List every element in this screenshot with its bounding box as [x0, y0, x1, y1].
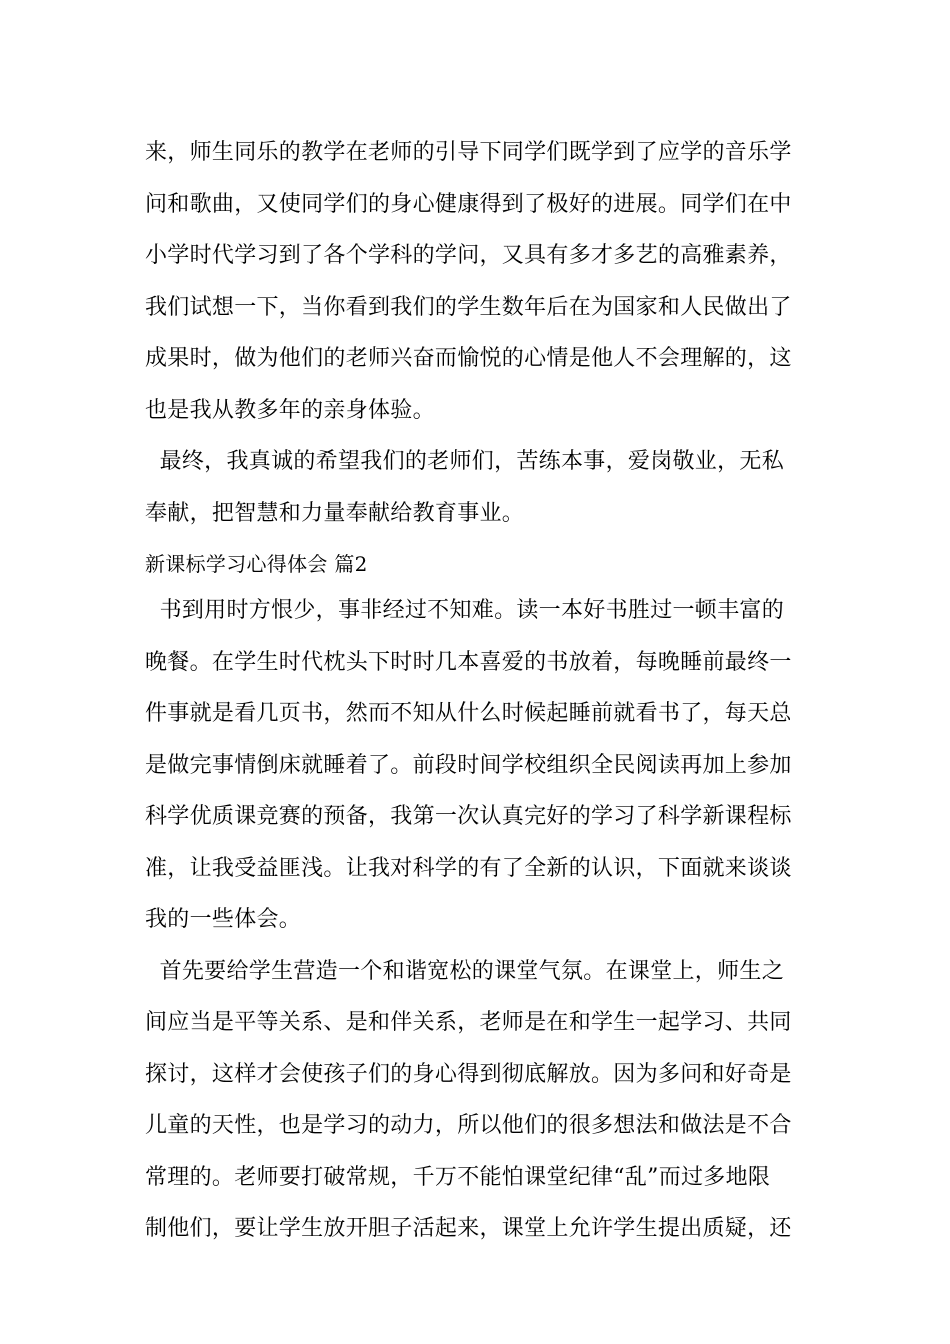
text-line: 是做完事情倒床就睡着了。前段时间学校组织全民阅读再加上参加 — [145, 753, 792, 778]
text-line: 首先要给学生营造一个和谐宽松的课堂气氛。在课堂上，师生之 — [145, 959, 784, 984]
text-line: 准，让我受益匪浅。让我对科学的有了全新的认识，下面就来谈谈 — [145, 856, 792, 881]
text-line: 最终，我真诚的希望我们的老师们，苦练本事，爱岗敬业，无私 — [145, 449, 784, 474]
text-line: 件事就是看几页书，然而不知从什么时候起睡前就看书了，每天总 — [145, 701, 792, 726]
text-line: 小学时代学习到了各个学科的学问，又具有多才多艺的高雅素养， — [145, 243, 792, 268]
text-line: 晚餐。在学生时代枕头下时时几本喜爱的书放着，每晚睡前最终一 — [145, 650, 792, 675]
text-line: 成果时，做为他们的老师兴奋而愉悦的心情是他人不会理解的，这 — [145, 346, 792, 371]
text-line: 科学优质课竞赛的预备，我第一次认真完好的学习了科学新课程标 — [145, 804, 792, 829]
text-line: 我们试想一下，当你看到我们的学生数年后在为国家和人民做出了 — [145, 295, 792, 320]
text-line: 来，师生同乐的教学在老师的引导下同学们既学到了应学的音乐学 — [145, 140, 792, 165]
text-line: 书到用时方恨少，事非经过不知难。读一本好书胜过一顿丰富的 — [145, 598, 784, 623]
text-line: 制他们，要让学生放开胆子活起来，课堂上允许学生提出质疑，还 — [145, 1216, 792, 1241]
text-line: 间应当是平等关系、是和伴关系，老师是在和学生一起学习、共同 — [145, 1010, 792, 1035]
text-line: 儿童的天性，也是学习的动力，所以他们的很多想法和做法是不合 — [145, 1113, 792, 1138]
text-line: 奉献，把智慧和力量奉献给教育事业。 — [145, 501, 525, 526]
text-line: 我的一些体会。 — [145, 907, 302, 932]
section-heading: 新课标学习心得体会 篇2 — [145, 552, 368, 576]
text-line: 常理的。老师要打破常规，千万不能怕课堂纪律“乱”而过多地限 — [145, 1165, 771, 1190]
text-line: 探讨，这样才会使孩子们的身心得到彻底解放。因为多问和好奇是 — [145, 1062, 792, 1087]
text-line: 问和歌曲，又使同学们的身心健康得到了极好的进展。同学们在中 — [145, 192, 792, 217]
text-line: 也是我从教多年的亲身体验。 — [145, 398, 435, 423]
